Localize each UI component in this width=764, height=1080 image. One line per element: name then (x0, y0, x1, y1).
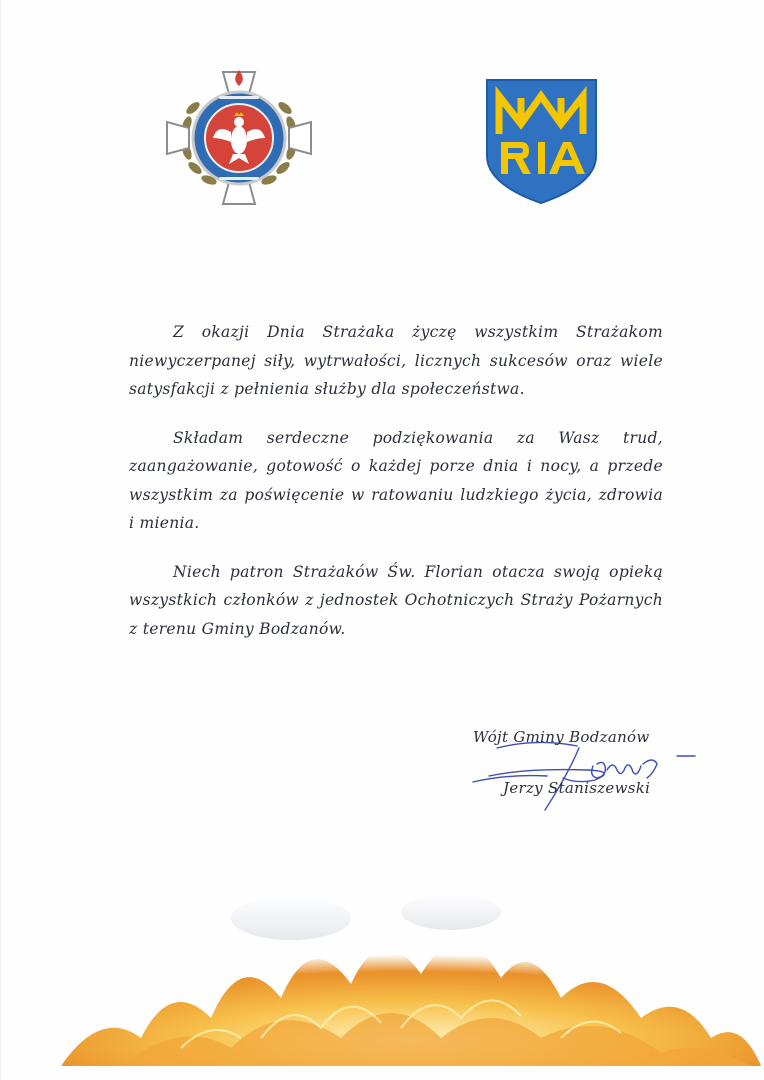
signature-title: Wójt Gminy Bodzanów (473, 728, 650, 746)
flames-decoration (61, 888, 761, 1066)
letter-paragraph-1: Z okazji Dnia Strażaka życzę wszystkim Strażakom niewyczerpanej siły, wytrwałości, licznych sukcesów oraz wiele satysfakcji z pełnienia służby dla społeczeństwa. (129, 323, 663, 398)
signature-block (467, 726, 697, 816)
letter-paragraph-2: Składam serdeczne podziękowania za Wasz trud, zaangażowanie, gotowość o każdej porze dnia i nocy, a przede wszystkim za poświęcenie w ratowaniu ludzkiego życia, zdrowia i mienia. (129, 428, 663, 532)
signature-name: Jerzy Staniszewski (503, 779, 651, 797)
letter-paragraph-3: Niech patron Strażaków Św. Florian otacza swoją opieką wszystkich członków z jednostek Ochotniczych Straży Pożarnych z terenu Gminy Bodzanów. (129, 562, 663, 638)
letter-body (129, 318, 663, 663)
osp-emblem-logo (163, 68, 315, 208)
maria-coat-of-arms-logo (485, 78, 598, 205)
